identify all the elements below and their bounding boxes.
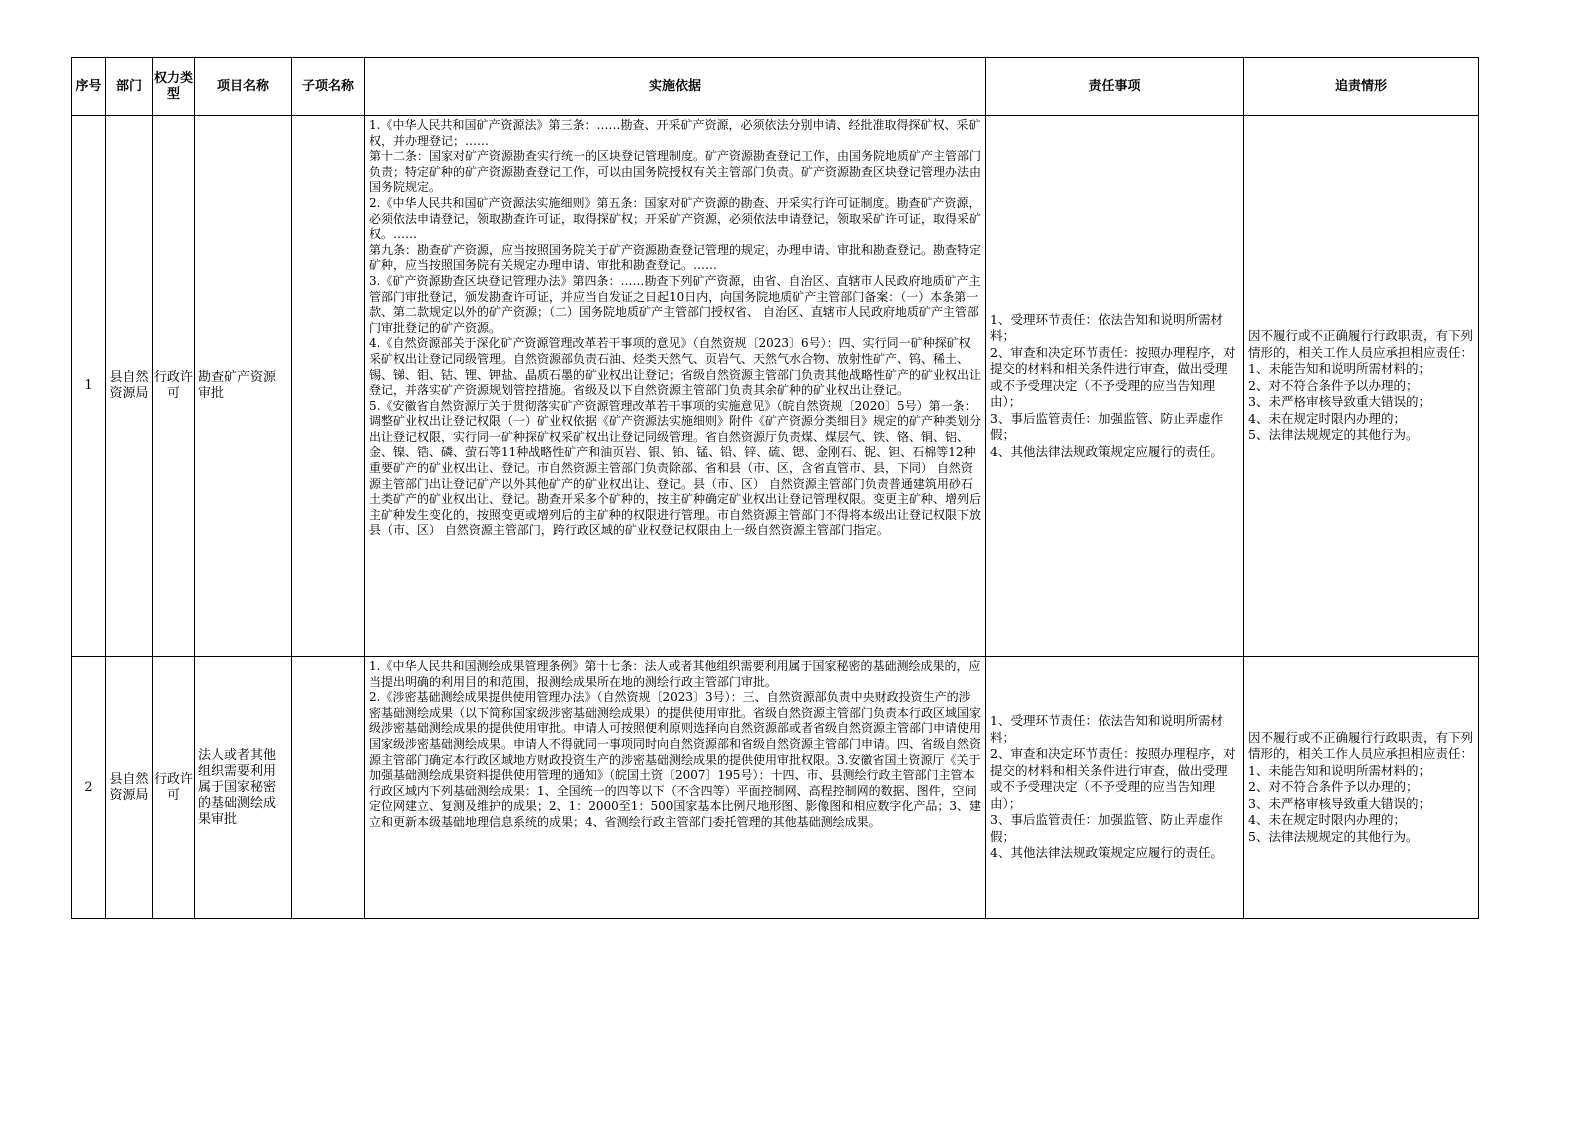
row-power-type: 行政许可 [153,657,195,919]
row-item-name: 法人或者其他组织需要利用属于国家秘密的基础测绘成果审批 [195,657,292,919]
row-basis: 1.《中华人民共和国矿产资源法》第三条：……勘查、开采矿产资源，必须依法分别申请、经批准取得探矿权、采矿权，并办理登记；…… 第十二条：国家对矿产资源勘查实行统一的区块登记管理制度。矿产资源勘查登记工作，由国务院地质矿产主管部门负责；特定矿种的矿产资源勘查登记工作，可以由国务院授权有关主管部门负责。矿产资源勘查区块登记管理办法由国务院规定。 2.《中华人民共和国矿产资源法实施细则》第五条：国家对矿产资源的勘查、开采实行许可证制度。勘查矿产资源，必须依法申请登记，领取勘查许可证，取得探矿权；开采矿产资源，必须依法申请登记，领取采矿许可证，取得采矿权。…… 第九条：勘查矿产资源，应当按照国务院关于矿产资源勘查登记管理的规定，办理申请、审批和勘查登记。勘查特定矿种，应当按照国务院有关规定办理申请、审批和勘查登记。…… 3.《矿产资源勘查区块登记管理办法》第四条：……勘查下列矿产资源，由省、自治区、直辖市人民政府地质矿产主管部门审批登记，颁发勘查许可证，并应当自发证之日起10日内，向国务院地质矿产主管部门备案：（一）本条第一款、第二款规定以外的矿产资源；（二）国务院地质矿产主管部门授权省、 自治区、直辖市人民政府地质矿产主管部门审批登记的矿产资源。 4.《自然资源部关于深化矿产资源管理改革若干事项的意见》（自然资规〔2023〕6号）：四、实行同一矿种探矿权采矿权出让登记同级管理。自然资源部负责石油、烃类天然气、页岩气、天然气水合物、放射性矿产、钨、稀土、锡、锑、钼、钴、锂、钾盐、晶质石墨的矿业权出让登记；省级自然资源主管部门负责其他战略性矿产的矿业权出让登记，并落实矿产资源规划管控措施。省级及以下自然资源主管部门负责其余矿种的矿业权出让登记。 5.《安徽省自然资源厅关于贯彻落实矿产资源管理改革若干事项的实施意见》（皖自然资规〔2020〕5号）第一条：调整矿业权出让登记权限（一）矿业权依据《矿产资源法实施细则》附件《矿产资源分类细目》规定的矿产种类划分出让登记权限，实行同一矿种探矿权采矿权出让登记同级管理。省自然资源厅负责煤、煤层气、铁、铬、铜、铝、金、镍、锆、磷、萤石等11种战略性矿产和油页岩、银、铂、锰、铅、锌、硫、锶、金刚石、铌、钽、石棉等12种重要矿产的矿业权出让、登记。市自然资源主管部门负责除部、省和县（市、区，含省直管市、县，下同） 自然资源主管部门出让登记矿产以外其他矿产的矿业权出让、登记。县（市、区） 自然资源主管部门负责普通建筑用砂石土类矿产的矿业权出让、登记。勘查开采多个矿种的，按主矿种确定矿业权出让登记管理权限。变更主矿种、增列后主矿种发生变化的，按照变更或增列后的主矿种的权限进行管理。市自然资源主管部门不得将本级出让登记权限下放县（市、区） 自然资源主管部门，跨行政区域的矿业权登记权限由上一级自然资源主管部门指定。 [365,116,986,657]
header-seq: 序号 [72,58,106,116]
header-accountability: 追责情形 [1244,58,1479,116]
row-dept: 县自然资源局 [106,116,153,657]
row-item-name: 勘查矿产资源审批 [195,116,292,657]
row-sub-item [292,657,365,919]
header-row [72,58,1479,116]
power-list-table [71,57,1479,919]
row-responsibilities: 1、受理环节责任：依法告知和说明所需材料； 2、审查和决定环节责任：按照办理程序，对提交的材料和相关条件进行审查，做出受理或不予受理决定（不予受理的应当告知理由）； 3、事后监管责任：加强监管、防止弄虚作假； 4、其他法律法规政策规定应履行的责任。 [986,657,1244,919]
header-power-type: 权力类型 [153,58,195,116]
row-power-type: 行政许可 [153,116,195,657]
row-seq: 2 [72,657,106,919]
header-responsibilities: 责任事项 [986,58,1244,116]
row-responsibilities: 1、受理环节责任：依法告知和说明所需材料； 2、审查和决定环节责任：按照办理程序，对提交的材料和相关条件进行审查，做出受理或不予受理决定（不予受理的应当告知理由）； 3、事后监管责任：加强监管、防止弄虚作假； 4、其他法律法规政策规定应履行的责任。 [986,116,1244,657]
table-row [72,657,1479,919]
header-basis: 实施依据 [365,58,986,116]
header-item-name: 项目名称 [195,58,292,116]
row-accountability: 因不履行或不正确履行行政职责，有下列情形的，相关工作人员应承担相应责任： 1、未能告知和说明所需材料的； 2、对不符合条件予以办理的； 3、未严格审核导致重大错误的； 4、未在规定时限内办理的； 5、法律法规规定的其他行为。 [1244,657,1479,919]
row-seq: 1 [72,116,106,657]
header-dept: 部门 [106,58,153,116]
row-sub-item [292,116,365,657]
row-basis: 1.《中华人民共和国测绘成果管理条例》第十七条：法人或者其他组织需要利用属于国家秘密的基础测绘成果的，应当提出明确的利用目的和范围，报测绘成果所在地的测绘行政主管部门审批。 2.《涉密基础测绘成果提供使用管理办法》（自然资规〔2023〕3号）：三、自然资源部负责中央财政投资生产的涉密基础测绘成果（以下简称国家级涉密基础测绘成果）的提供使用审批。省级自然资源主管部门负责本行政区域国家级涉密基础测绘成果的提供使用审批。申请人可按照便利原则选择向自然资源部或者省级自然资源主管部门申请使用国家级涉密基础测绘成果。申请人不得就同一事项同时向自然资源部和省级自然资源主管部门申请。四、省级自然资源主管部门确定本行政区域地方财政投资生产的涉密基础测绘成果的提供使用审批权限。3.安徽省国土资源厅《关于加强基础测绘成果资料提供使用管理的通知》（皖国土资〔2007〕195号）：十四、市、县测绘行政主管部门主管本行政区域内下列基础测绘成果：1、全国统一的四等以下（不含四等）平面控制网、高程控制网的数据、图件，空间定位网建立、复测及维护的成果；2、1：2000至1：500国家基本比例尺地形图、影像图和相应数字化产品；3、建立和更新本级基础地理信息系统的成果；4、省测绘行政主管部门委托管理的其他基础测绘成果。 [365,657,986,919]
row-accountability: 因不履行或不正确履行行政职责，有下列情形的，相关工作人员应承担相应责任： 1、未能告知和说明所需材料的； 2、对不符合条件予以办理的； 3、未严格审核导致重大错误的； 4、未在规定时限内办理的； 5、法律法规规定的其他行为。 [1244,116,1479,657]
table-row [72,116,1479,657]
row-dept: 县自然资源局 [106,657,153,919]
header-sub-item: 子项名称 [292,58,365,116]
